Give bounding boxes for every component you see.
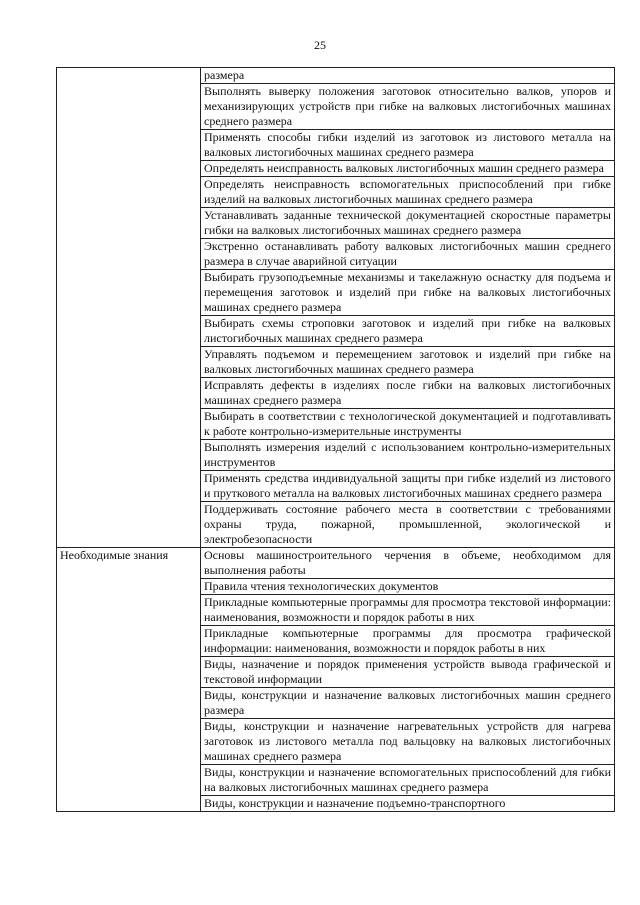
skill-item: Определять неисправность валковых листогибочных машин среднего размера xyxy=(201,161,615,177)
skill-item: Исправлять дефекты в изделиях после гибки на валковых листогибочных машинах среднего размера xyxy=(201,378,615,409)
skill-item: размера xyxy=(201,68,615,84)
skill-item: Управлять подъемом и перемещением заготовок и изделий при гибке на валковых листогибочных машинах среднего размера xyxy=(201,347,615,378)
skill-item: Применять средства индивидуальной защиты при гибке изделий из листового и пруткового металла на валковых листогибочных машинах среднего размера xyxy=(201,471,615,502)
page-number: 25 xyxy=(314,38,326,52)
skill-item: Устанавливать заданные технической документацией скоростные параметры гибки на валковых листогибочных машинах среднего размера xyxy=(201,208,615,239)
knowledge-item: Прикладные компьютерные программы для просмотра графической информации: наименования, возможности и порядок работы в них xyxy=(201,626,615,657)
skills-label-cell xyxy=(57,68,201,548)
knowledge-item: Виды, конструкции и назначение вспомогательных приспособлений для гибки на валковых листогибочных машинах среднего размера xyxy=(201,765,615,796)
knowledge-item: Виды, конструкции и назначение подъемно-транспортного xyxy=(201,796,615,812)
knowledge-item: Виды, назначение и порядок применения устройств вывода графической и текстовой информации xyxy=(201,657,615,688)
skill-item: Экстренно останавливать работу валковых листогибочных машин среднего размера в случае аварийной ситуации xyxy=(201,239,615,270)
knowledge-item: Виды, конструкции и назначение валковых листогибочных машин среднего размера xyxy=(201,688,615,719)
skill-item: Поддерживать состояние рабочего места в соответствии с требованиями охраны труда, пожарной, промышленной, экологической и электробезопасности xyxy=(201,502,615,548)
skill-item: Выбирать схемы строповки заготовок и изделий при гибке на валковых листогибочных машинах среднего размера xyxy=(201,316,615,347)
skill-item: Определять неисправность вспомогательных приспособлений при гибке изделий на валковых листогибочных машинах среднего размера xyxy=(201,177,615,208)
knowledge-item: Основы машиностроительного черчения в объеме, необходимом для выполнения работы xyxy=(201,548,615,579)
skill-item: Выбирать в соответствии с технологической документацией и подготавливать к работе контрольно-измерительные инструменты xyxy=(201,409,615,440)
requirements-table xyxy=(56,67,615,812)
skill-item: Выполнять измерения изделий с использованием контрольно-измерительных инструментов xyxy=(201,440,615,471)
knowledge-label: Необходимые знания xyxy=(57,548,201,812)
skill-item: Применять способы гибки изделий из заготовок из листового металла на валковых листогибочных машинах среднего размера xyxy=(201,130,615,161)
skill-item: Выполнять выверку положения заготовок относительно валков, упоров и механизирующих устройств при гибке на валковых листогибочных машинах среднего размера xyxy=(201,84,615,130)
table-row xyxy=(57,548,615,579)
skill-item: Выбирать грузоподъемные механизмы и такелажную оснастку для подъема и перемещения заготовок и изделий при гибке на валковых листогибочных машинах среднего размера xyxy=(201,270,615,316)
knowledge-item: Виды, конструкции и назначение нагревательных устройств для нагрева заготовок из листового металла под вальцовку на валковых листогибочных машинах среднего размера xyxy=(201,719,615,765)
knowledge-item: Прикладные компьютерные программы для просмотра текстовой информации: наименования, возможности и порядок работы в них xyxy=(201,595,615,626)
table-row xyxy=(57,68,615,84)
knowledge-item: Правила чтения технологических документов xyxy=(201,579,615,595)
